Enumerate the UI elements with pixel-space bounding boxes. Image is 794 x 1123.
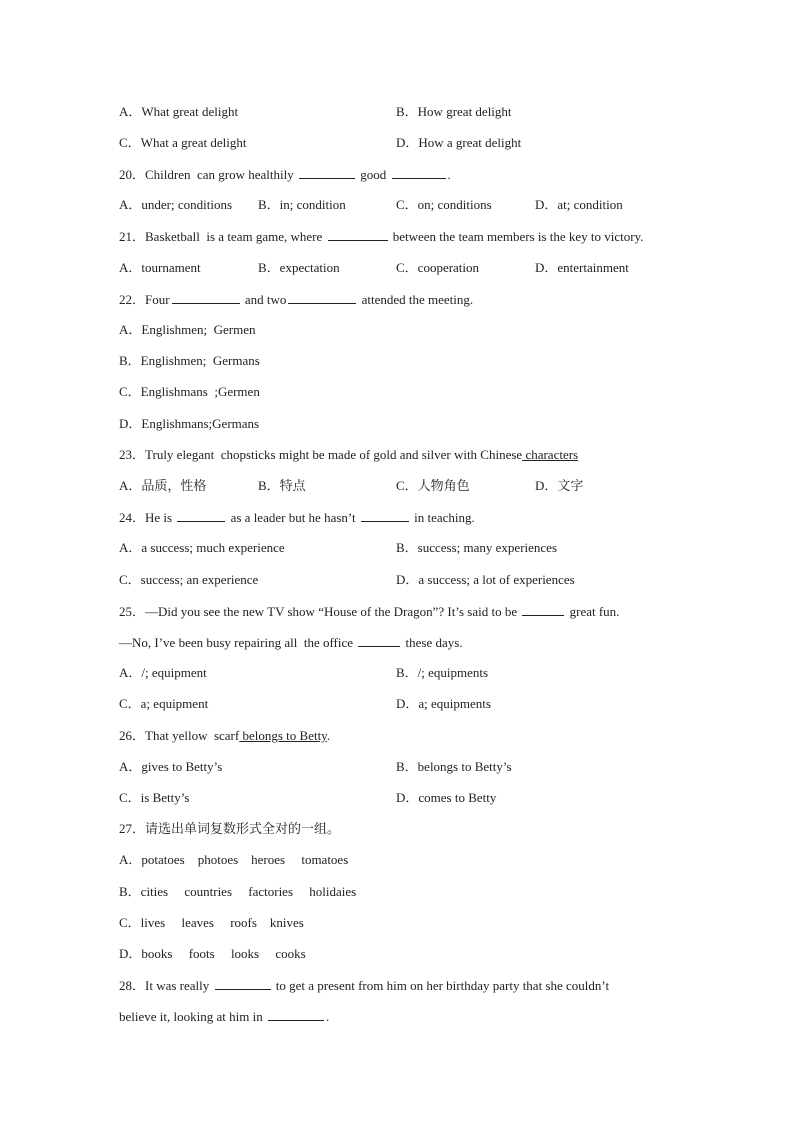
q21-option-d: D．entertainment [535,260,629,275]
answer-blank [361,509,409,522]
q19-option-c: C．What a great delight [119,135,247,150]
q24-stem: 24．He is as a leader but he hasn’t in teaching. [119,510,475,525]
q20-option-c: C．on; conditions [396,197,492,212]
answer-blank [177,509,225,522]
answer-blank [392,166,446,179]
q27-option-a: A．potatoes photoes heroes tomatoes [119,852,349,867]
q23-stem: 23．Truly elegant chopsticks might be made of gold and silver with Chinese characters [119,447,579,462]
q27-option-d: D．books foots looks cooks [119,946,306,961]
q28-stem: 28．It was really to get a present from him on her birthday party that she couldn’t [119,978,610,993]
answer-blank [268,1008,324,1021]
q28-stem-line2: believe it, looking at him in . [119,1009,330,1024]
q27-option-c: C．lives leaves roofs knives [119,915,304,930]
q21-option-c: C．cooperation [396,260,480,275]
q20-option-d: D．at; condition [535,197,623,212]
q25-option-a: A．/; equipment [119,665,207,680]
q22-option-b: B．Englishmen; Germans [119,353,260,368]
q21-stem: 21．Basketball is a team game, where between the team members is the key to victory. [119,229,644,244]
q27-option-b: B．cities countries factories holidaies [119,884,357,899]
q24-option-c: C．success; an experience [119,572,259,587]
q21-option-a: A．tournament [119,260,201,275]
q25-stem: 25．—Did you see the new TV show “House of the Dragon”? It’s said to be great fun. [119,604,620,619]
q26-stem: 26．That yellow scarf belongs to Betty. [119,728,331,743]
q22-option-d: D．Englishmans;Germans [119,416,260,431]
q27-stem: 27．请选出单词复数形式全对的一组。 [119,821,341,836]
q23-option-a: A．品质，性格 [119,478,207,493]
q24-option-d: D．a success; a lot of experiences [396,572,575,587]
answer-blank [288,291,356,304]
q24-option-a: A．a success; much experience [119,540,285,555]
q20-option-a: A．under; conditions [119,197,233,212]
q26-option-b: B．belongs to Betty’s [396,759,512,774]
q24-option-b: B．success; many experiences [396,540,558,555]
q19-option-a: A．What great delight [119,104,239,119]
q23-option-c: C．人物角色 [396,478,470,493]
q25-stem-line2: —No, I’ve been busy repairing all the office these days. [119,635,463,650]
q25-option-b: B．/; equipments [396,665,489,680]
answer-blank [299,166,355,179]
q25-option-c: C．a; equipment [119,696,209,711]
q26-option-c: C．is Betty’s [119,790,190,805]
q19-option-d: D．How a great delight [396,135,522,150]
q20-stem: 20．Children can grow healthily good . [119,167,451,182]
answer-blank [358,634,400,647]
q19-option-b: B．How great delight [396,104,512,119]
q22-option-c: C．Englishmans ;Germen [119,384,260,399]
answer-blank [522,603,564,616]
q22-option-a: A．Englishmen; Germen [119,322,256,337]
q22-stem: 22．Four and two attended the meeting. [119,292,474,307]
answer-blank [172,291,240,304]
q25-option-d: D．a; equipments [396,696,491,711]
q20-option-b: B．in; condition [258,197,346,212]
q21-option-b: B．expectation [258,260,340,275]
q23-option-b: B．特点 [258,478,306,493]
q26-option-d: D．comes to Betty [396,790,497,805]
q26-option-a: A．gives to Betty’s [119,759,223,774]
answer-blank [328,228,388,241]
q23-option-d: D．文字 [535,478,584,493]
answer-blank [215,977,271,990]
